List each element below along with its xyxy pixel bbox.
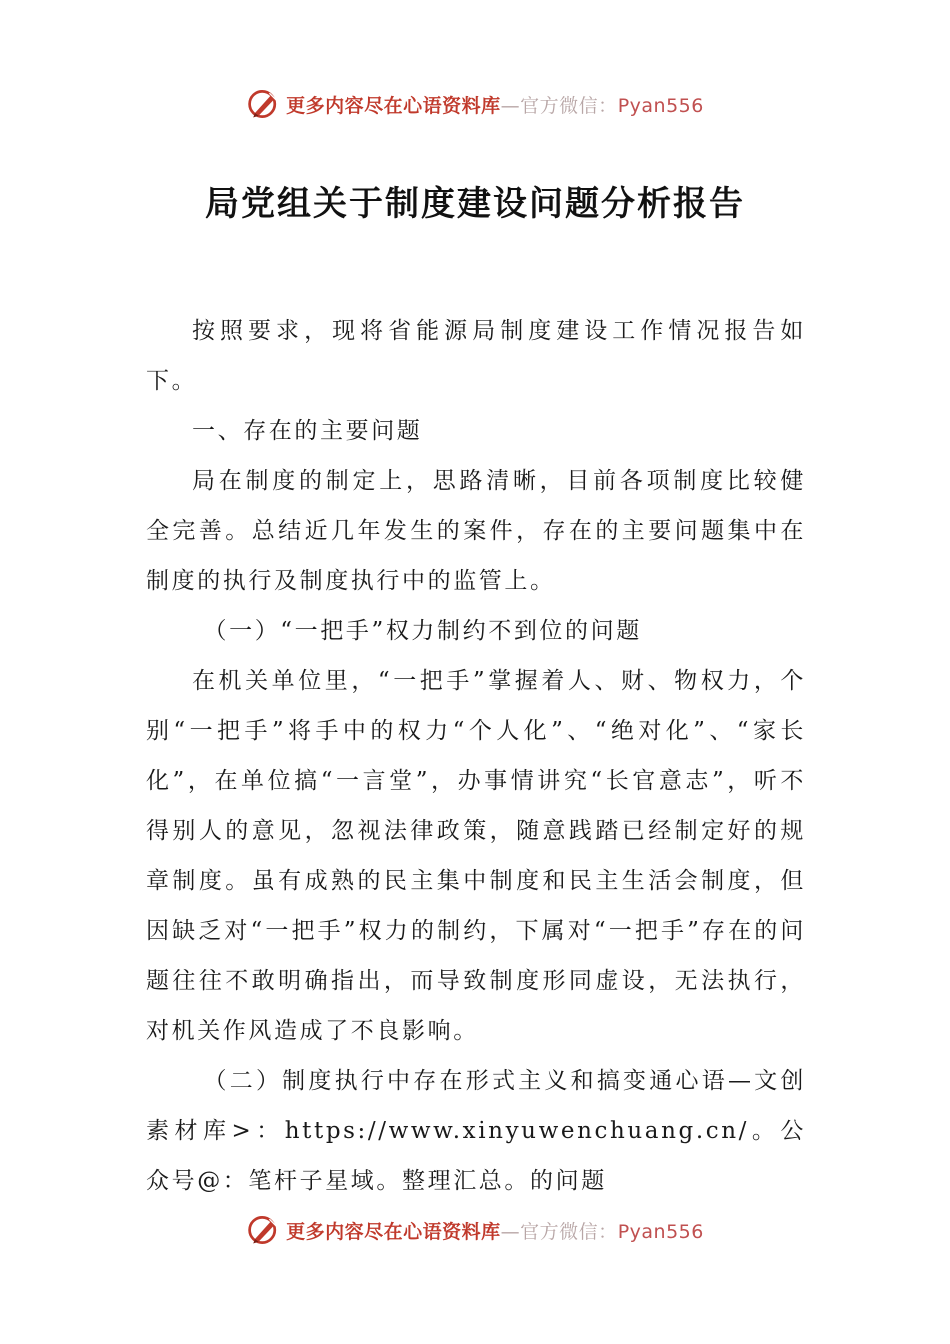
header-banner — [0, 84, 950, 124]
footer-banner — [0, 1210, 950, 1250]
banner-wechat-label: —官方微信： — [500, 94, 618, 117]
banner-text — [286, 1217, 704, 1244]
banner-wechat-id: Pyan556 — [617, 94, 704, 117]
pen-logo-icon — [246, 86, 282, 122]
banner-library-name: 更多内容尽在心语资料库 — [286, 94, 501, 117]
banner-wechat-label: —官方微信： — [500, 1220, 618, 1243]
body-paragraph: 在机关单位里，“一把手”掌握着人、财、物权力，个别“一把手”将手中的权力“个人化”、“绝对化”、“家长化”，在单位搞“一言堂”，办事情讲究“长官意志”，听不得别人的意见，忽视法律政策，随意践踏已经制定好的规章制度。虽有成熟的民主集中制度和民主生活会制度，但因缺乏对“一把手”权力的制约，下属对“一把手”存在的问题往往不敢明确指出，而导致制度形同虚设，无法执行，对机关作风造成了不良影响。 — [146, 668, 806, 1044]
document-title: 局党组关于制度建设问题分析报告 — [205, 184, 745, 224]
document-body — [146, 306, 806, 1206]
body-paragraph: 局在制度的制定上，思路清晰，目前各项制度比较健全完善。总结近几年发生的案件，存在的主要问题集中在制度的执行及制度执行中的监管上。 — [146, 468, 806, 594]
intro-paragraph: 按照要求，现将省能源局制度建设工作情况报告如下。 — [146, 318, 806, 394]
section-heading: 一、存在的主要问题 — [192, 418, 423, 444]
banner-library-name: 更多内容尽在心语资料库 — [286, 1220, 501, 1243]
subsection-heading: （二）制度执行中存在形式主义和搞变通心语—文创素材库>：https://www.xinyuwenchuang.cn/。公众号@：笔杆子星域。整理汇总。的问题 — [146, 1068, 806, 1194]
subsection-heading: （一）“一把手”权力制约不到位的问题 — [203, 618, 642, 644]
banner-wechat-id: Pyan556 — [617, 1220, 704, 1243]
pen-logo-icon — [246, 1212, 282, 1248]
banner-text — [286, 91, 704, 118]
